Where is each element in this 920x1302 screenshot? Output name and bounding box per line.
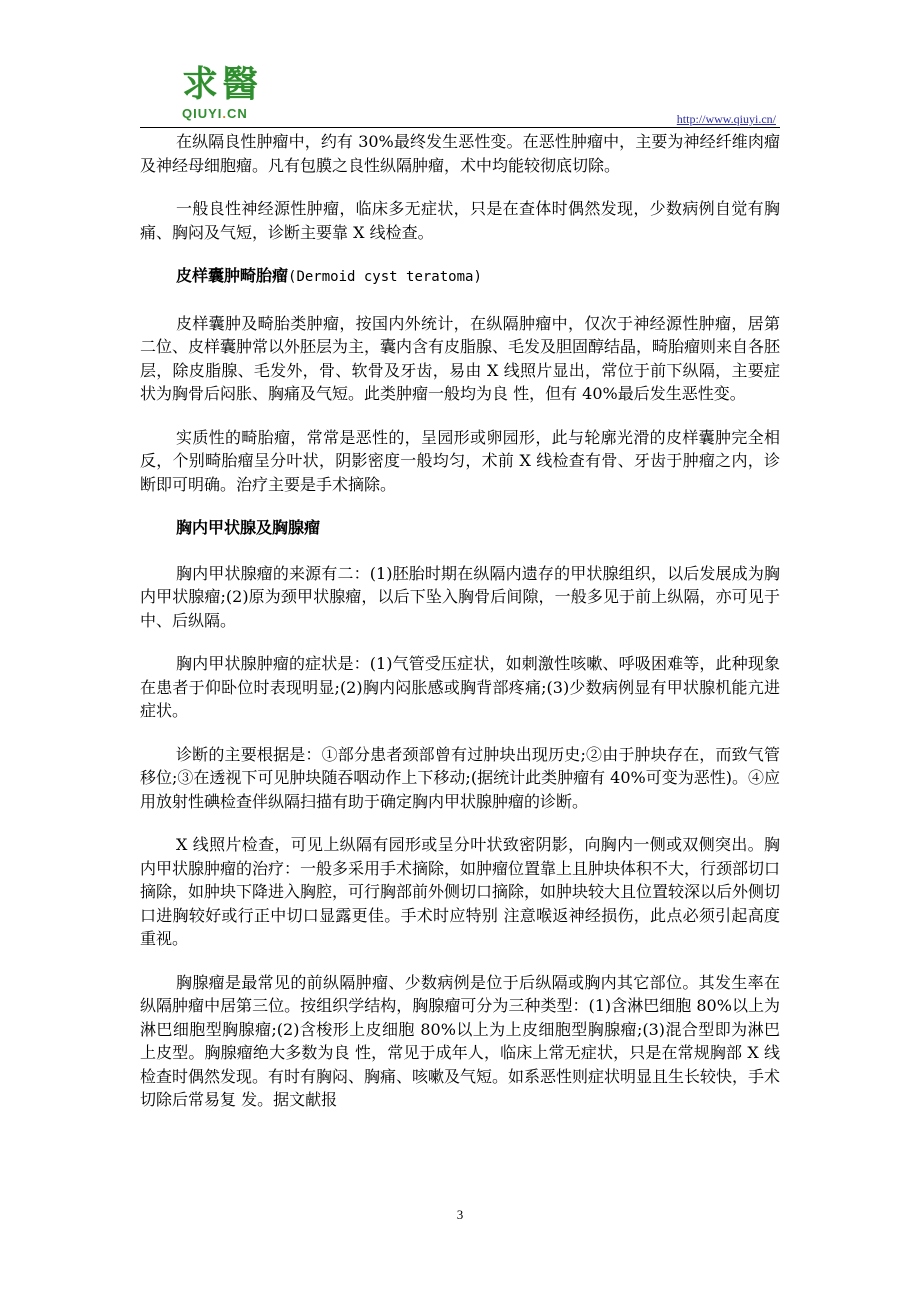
section-heading-dermoid [140,264,780,290]
paragraph: 实质性的畸胎瘤，常常是恶性的，呈园形或卵园形，此与轮廓光滑的皮样囊肿完全相反，个别畸胎瘤呈分叶状，阴影密度一般均匀，术前 X 线检查有骨、牙齿于肿瘤之内，诊断即可明确。治疗主要是手术摘除。 [140,427,780,494]
page-number: 3 [456,1207,464,1222]
paragraph: 一般良性神经源性肿瘤，临床多无症状，只是在查体时偶然发现，少数病例自觉有胸痛、胸闷及气短，诊断主要靠 X 线检查。 [140,199,780,242]
paragraph: 皮样囊肿及畸胎类肿瘤，按国内外统计，在纵隔肿瘤中，仅次于神经源性肿瘤，居第二位、皮样囊肿常以外胚层为主，囊内含有皮脂腺、毛发及胆固醇结晶，畸胎瘤则来自各胚层，除皮脂腺、毛发外，骨、软骨及牙齿，易由 X 线照片显出，常位于前下纵隔，主要症状为胸骨后闷胀、胸痛及气短。此类肿瘤一般均为良 性，但有 40%最后发生恶性变。 [140,313,781,403]
paragraph: 胸内甲状腺瘤的来源有二：(1)胚胎时期在纵隔内遗存的甲状腺组织，以后发展成为胸内甲状腺瘤;(2)原为颈甲状腺瘤，以后下坠入胸骨后间隙，一般多见于前上纵隔，亦可见于中、后纵隔。 [140,563,780,630]
logo-latin-suffix: CN [227,106,248,121]
document-body [140,130,780,1132]
site-logo [180,62,290,128]
header-url-link[interactable]: http://www.qiuyi.cn/ [676,112,776,126]
header-divider [140,127,780,128]
logo-latin-text [182,106,248,121]
paragraph: 在纵隔良性肿瘤中，约有 30%最终发生恶性变。在恶性肿瘤中，主要为神经纤维肉瘤及神经母细胞瘤。凡有包膜之良性纵隔肿瘤，术中均能较彻底切除。 [140,132,780,175]
section-heading-thyroid-thymoma: 胸内甲状腺及胸腺瘤 [176,518,321,537]
logo-latin-dot: . [222,106,228,121]
paragraph: 胸内甲状腺肿瘤的症状是：(1)气管受压症状，如刺激性咳嗽、呼吸困难等，此种现象在患者于仰卧位时表现明显;(2)胸内闷胀感或胸背部疼痛;(3)少数病例显有甲状腺机能亢进症状。 [140,654,780,720]
section-heading-latin: (Dermoid cyst teratoma) [288,269,482,285]
logo-chinese-text: 求醫 [182,63,263,105]
paragraph: 诊断的主要根据是：①部分患者颈部曾有过肿块出现历史;②由于肿块存在，而致气管移位;③在透视下可见肿块随吞咽动作上下移动;(据统计此类肿瘤有 40%可变为恶性)。④应用放射性碘检查伴纵隔扫描有助于确定胸内甲状腺肿瘤的诊断。 [140,744,780,811]
section-heading-cn: 皮样囊肿畸胎瘤 [176,266,289,285]
paragraph: 胸腺瘤是最常见的前纵隔肿瘤、少数病例是位于后纵隔或胸内其它部位。其发生率在纵隔肿瘤中居第三位。按组织学结构，胸腺瘤可分为三种类型：(1)含淋巴细胞 80%以上为淋巴细胞型胸腺瘤;(2)含梭形上皮细胞 80%以上为上皮细胞型胸腺瘤;(3)混合型即为淋巴上皮型。胸腺瘤绝大多数为良 性，常见于成年人，临床上常无症状，只是在常规胸部 X 线检查时偶然发现。有时有胸闷、胸痛、咳嗽及气短。如系恶性则症状明显且生长较快，手术切除后常易复 发。据文献报 [140,972,781,1109]
logo-latin-prefix: QIUYI [182,106,223,121]
paragraph: X 线照片检查，可见上纵隔有园形或呈分叶状致密阴影，向胸内一侧或双侧突出。胸内甲状腺肿瘤的治疗：一般多采用手术摘除，如肿瘤位置靠上且肿块体积不大，行颈部切口摘除，如肿块下降进入胸腔，可行胸部前外侧切口摘除，如肿块较大且位置较深以后外侧切口进胸较好或行正中切口显露更佳。手术时应特别 注意喉返神经损伤，此点必须引起高度重视。 [140,835,781,948]
